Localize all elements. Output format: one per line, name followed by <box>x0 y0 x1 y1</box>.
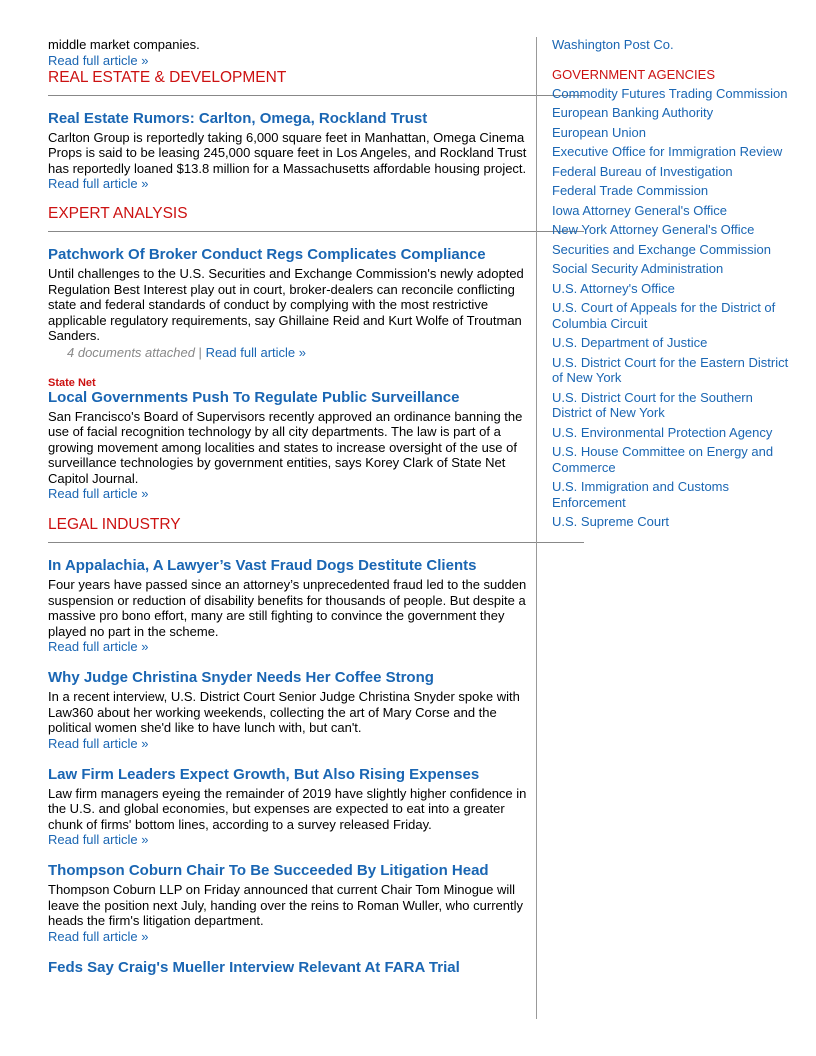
sidebar-agency-link[interactable]: Commodity Futures Trading Commission <box>552 85 788 101</box>
sidebar-agency-link[interactable]: U.S. Supreme Court <box>552 514 670 529</box>
read-full-article-link[interactable]: Read full article » <box>205 344 307 360</box>
article-title-link[interactable]: Why Judge Christina Snyder Needs Her Coffee Strong <box>48 669 434 686</box>
read-full-article-link[interactable]: Read full article » <box>48 928 149 944</box>
article-summary: Thompson Coburn LLP on Friday announced that current Chair Tom Minogue will leave the position next July, handing over the reins to Roman Wuller, who currently heads the firm's litigation department. <box>48 882 523 928</box>
sidebar-agency-link[interactable]: Social Security Administration <box>552 261 724 276</box>
sidebar-agency-link[interactable]: U.S. District Court for the Southern District of New York <box>552 389 753 420</box>
sidebar-agency-link[interactable]: U.S. Court of Appeals for the District of Columbia Circuit <box>552 300 776 331</box>
sidebar-agency-link[interactable]: U.S. Department of Justice <box>552 335 708 350</box>
article-summary: In a recent interview, U.S. District Court Senior Judge Christina Snyder spoke with Law360 about her working weekends, collecting the art of Mary Corse and the political women she'd like to have lunch with, but can't. <box>48 689 520 735</box>
section-expert-analysis <box>48 205 536 502</box>
article <box>48 557 536 655</box>
sidebar-agency-link[interactable]: U.S. House Committee on Energy and Commerce <box>552 444 774 475</box>
sidebar-agency-link[interactable]: European Union <box>552 124 646 140</box>
article <box>48 669 536 752</box>
article <box>48 959 536 977</box>
read-full-article-link[interactable]: Read full article » <box>48 832 149 847</box>
sidebar-agency-link[interactable]: U.S. Attorney's Office <box>552 280 675 296</box>
sidebar-agency-link[interactable]: U.S. Environmental Protection Agency <box>552 424 773 440</box>
section-real-estate <box>48 69 536 193</box>
read-full-article-link[interactable]: Read full article » <box>48 176 149 191</box>
sidebar-agency-link[interactable]: Iowa Attorney General's Office <box>552 202 727 218</box>
main-column <box>48 37 536 979</box>
read-full-article-link[interactable]: Read full article » <box>48 486 149 501</box>
sidebar-agency-link[interactable]: U.S. Immigration and Customs Enforcement <box>552 479 730 510</box>
read-full-article-link[interactable]: Read full article » <box>48 639 149 654</box>
column-divider <box>536 37 537 1019</box>
article <box>48 246 536 361</box>
article-summary: Four years have passed since an attorney’s unprecedented fraud led to the sudden suspension or reduction of disability benefits for thousands of people. But despite a massive pro bono effort, many are still fighting to convince the government they played no part in the scheme. <box>48 577 527 639</box>
article-summary: San Francisco's Board of Supervisors recently approved an ordinance banning the use of facial recognition technology by all city departments. The law is part of a growing movement among localities and states to increase oversight of the use of surveillance technologies by government entities, says Korey Clark of State Net Capitol Journal. <box>48 408 523 486</box>
separator: | <box>198 344 202 360</box>
read-full-article-link[interactable]: Read full article » <box>48 735 149 751</box>
article-title-link[interactable]: Local Governments Push To Regulate Public Surveillance <box>48 388 460 406</box>
article <box>48 110 536 193</box>
section-heading: REAL ESTATE & DEVELOPMENT <box>48 69 584 96</box>
article-title-link[interactable]: Real Estate Rumors: Carlton, Omega, Rockland Trust <box>48 109 428 127</box>
section-heading: EXPERT ANALYSIS <box>48 205 584 232</box>
sidebar-agency-link[interactable]: Securities and Exchange Commission <box>552 241 771 257</box>
documents-attached-count: 4 documents attached <box>67 344 195 360</box>
article-summary: Until challenges to the U.S. Securities and Exchange Commission's newly adopted Regulation Best Interest play out in court, broker-dealers can reconcile conflicting state and federal standards of conduct by complying with the most restrictive applicable regulatory requirements, say Ghillaine Reid and Kurt Wolfe of Troutman Sanders. <box>48 266 524 343</box>
sidebar-agency-link[interactable]: New York Attorney General's Office <box>552 222 755 237</box>
article-summary: Law firm managers eyeing the remainder of 2019 have slightly higher confidence in the U.S. and global economies, but expenses are expected to eat into a greater chunk of firms' bottom lines, according to a survey released Friday. <box>48 785 527 832</box>
sidebar <box>552 37 792 534</box>
sidebar-agency-link[interactable]: Federal Bureau of Investigation <box>552 163 733 179</box>
section-legal-industry <box>48 516 536 977</box>
sidebar-agency-link[interactable]: U.S. District Court for the Eastern District of New York <box>552 354 789 385</box>
read-full-article-link[interactable]: Read full article » <box>48 52 149 68</box>
section-heading: LEGAL INDUSTRY <box>48 516 584 543</box>
attachments-row <box>48 345 536 361</box>
spacer <box>48 192 536 205</box>
article <box>48 377 536 503</box>
article-title-link[interactable]: Thompson Coburn Chair To Be Succeeded By Litigation Head <box>48 862 489 879</box>
article-title-link[interactable]: Law Firm Leaders Expect Growth, But Also Rising Expenses <box>48 765 480 783</box>
article-summary: Carlton Group is reportedly taking 6,000 square feet in Manhattan, Omega Cinema Props is said to be leasing 245,000 square feet in Los Angeles, and Rockland Trust has reportedly loaned $13.8 million for a Massachusetts affordable housing project. <box>48 129 527 176</box>
source-tag: State Net <box>48 376 96 389</box>
article <box>48 862 536 945</box>
sidebar-agency-link[interactable]: Federal Trade Commission <box>552 183 709 198</box>
spacer <box>48 502 536 516</box>
sidebar-agency-link[interactable]: European Banking Authority <box>552 105 714 120</box>
sidebar-agency-link[interactable]: Executive Office for Immigration Review <box>552 144 783 159</box>
article-title-link[interactable]: In Appalachia, A Lawyer’s Vast Fraud Dogs Destitute Clients <box>48 557 477 574</box>
article <box>48 766 536 849</box>
sidebar-company-link[interactable]: Washington Post Co. <box>552 37 674 52</box>
article-fragment: middle market companies. <box>48 37 200 52</box>
article-title-link[interactable]: Patchwork Of Broker Conduct Regs Complicates Compliance <box>48 246 486 263</box>
article-title-link[interactable]: Feds Say Craig's Mueller Interview Relevant At FARA Trial <box>48 958 460 976</box>
sidebar-heading-government-agencies: GOVERNMENT AGENCIES <box>552 66 716 82</box>
